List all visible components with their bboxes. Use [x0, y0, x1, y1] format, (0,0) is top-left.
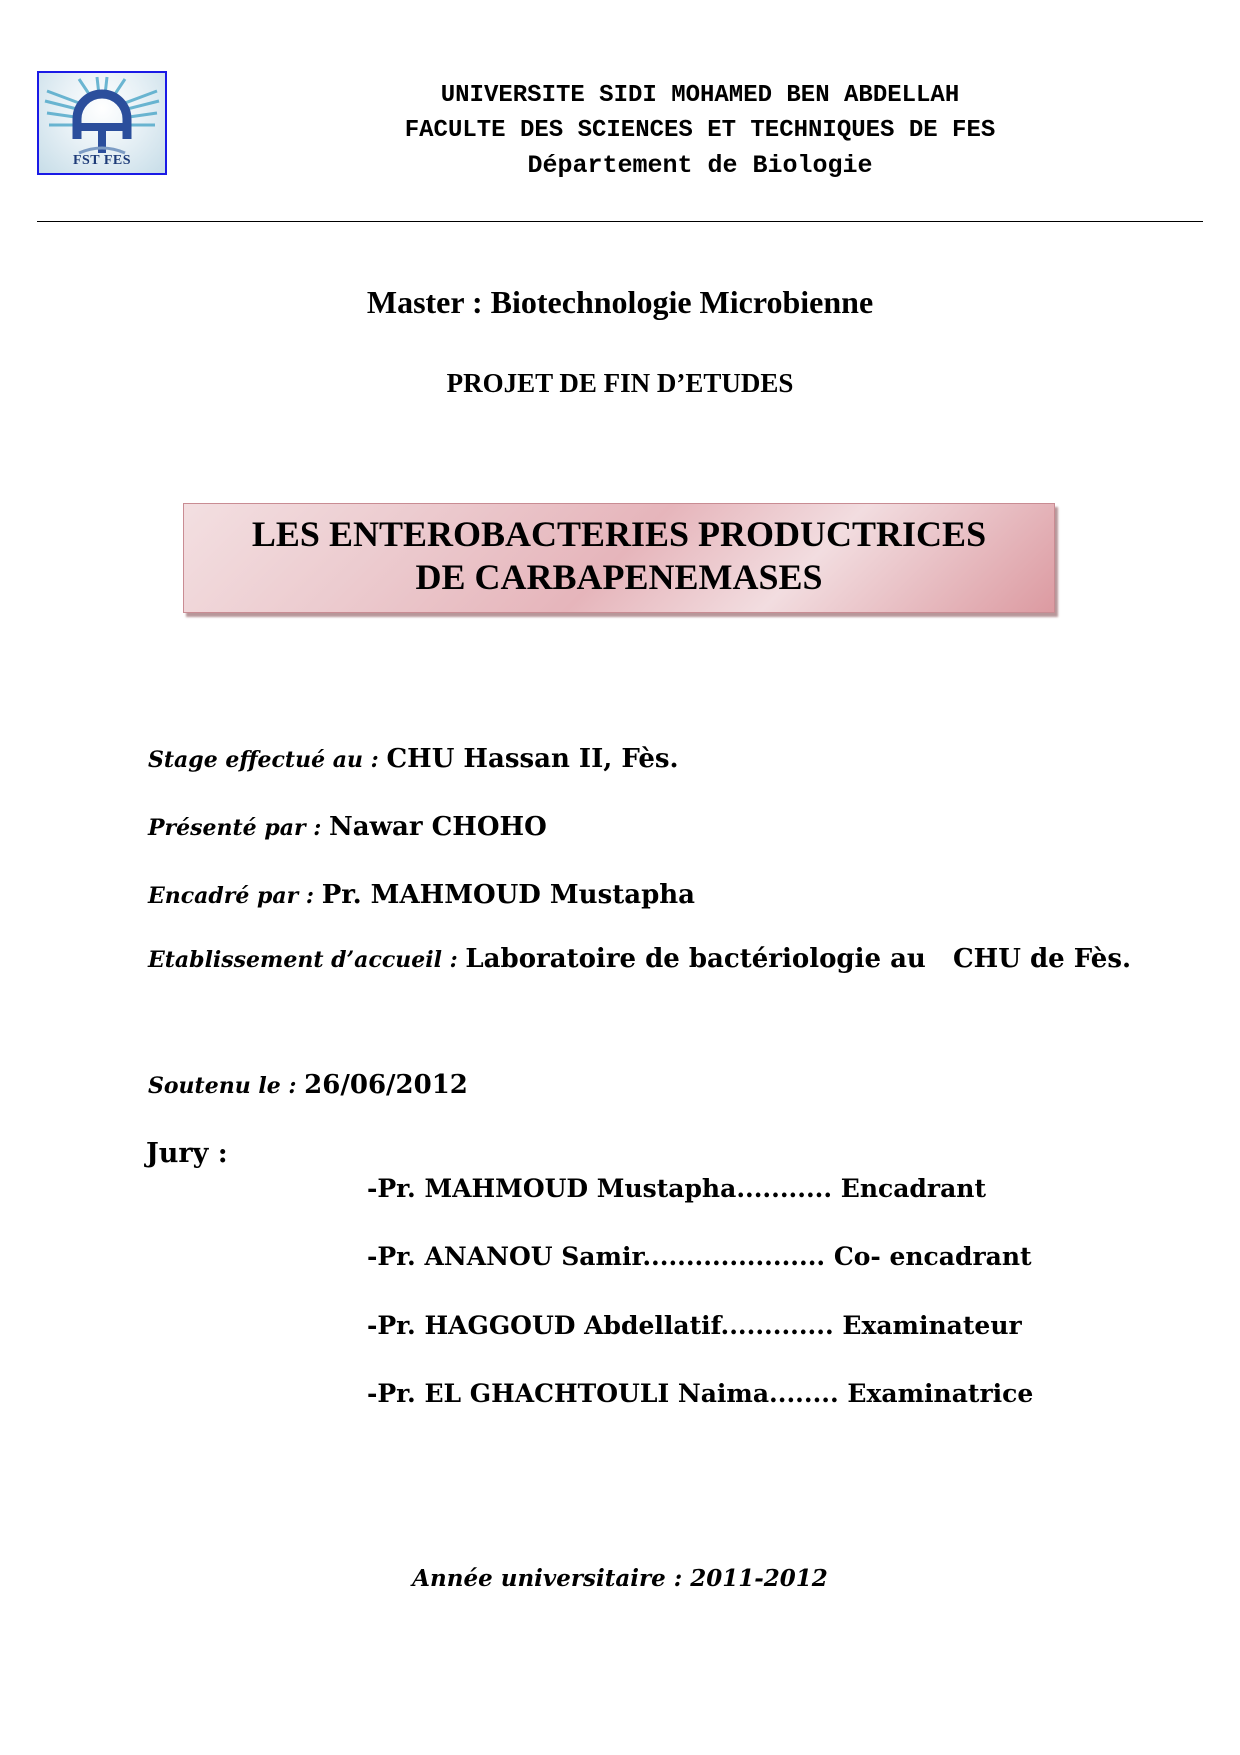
jury-member-dots: ........: [769, 1379, 839, 1408]
presented-by: [148, 812, 547, 842]
jury-label: Jury :: [146, 1138, 228, 1169]
master-program: Master : Biotechnologie Microbienne: [366, 284, 874, 320]
thesis-title-box: [183, 503, 1055, 613]
jury-member-role: Co- encadrant: [833, 1242, 1032, 1271]
institution-header: [200, 78, 1200, 183]
defense-date-value: 26/06/2012: [304, 1070, 468, 1100]
logo-text: FST FES: [72, 153, 132, 168]
jury-member-dots: .....................: [642, 1242, 826, 1271]
jury-member-name: -Pr. MAHMOUD Mustapha: [367, 1174, 737, 1203]
faculty-logo: [37, 71, 167, 175]
jury-member-name: -Pr. ANANOU Samir: [367, 1242, 643, 1271]
department-name: Département de Biologie: [527, 151, 873, 180]
jury-member: [367, 1379, 1033, 1408]
project-type: PROJET DE FIN D’ETUDES: [446, 368, 794, 398]
jury-member-name: -Pr. HAGGOUD Abdellatif: [367, 1311, 721, 1340]
faculty-name: FACULTE DES SCIENCES ET TECHNIQUES DE FES: [404, 117, 996, 144]
supervised-by-label: Encadré par :: [148, 883, 322, 909]
supervised-by: [148, 880, 695, 910]
defense-date: [148, 1070, 468, 1100]
host-value: Laboratoire de bactériologie au CHU de Fès.: [465, 944, 1132, 974]
jury-member-dots: .............: [720, 1311, 834, 1340]
jury-member: [367, 1242, 1032, 1271]
defense-date-label: Soutenu le :: [148, 1073, 305, 1099]
university-name: UNIVERSITE SIDI MOHAMED BEN ABDELLAH: [440, 82, 960, 109]
jury-member: [367, 1174, 986, 1203]
thesis-title-line2: DE CARBAPENEMASES: [415, 557, 823, 597]
supervised-by-value: Pr. MAHMOUD Mustapha: [321, 880, 696, 910]
presented-by-label: Présenté par :: [148, 815, 329, 841]
jury-member-role: Examinateur: [842, 1311, 1022, 1340]
jury-member-role: Encadrant: [840, 1174, 987, 1203]
header-divider: [37, 221, 1203, 222]
academic-year: Année universitaire : 2011-2012: [412, 1565, 828, 1592]
internship-label: Stage effectué au :: [148, 747, 387, 773]
presented-by-value: Nawar CHOHO: [329, 812, 547, 842]
jury-member-role: Examinatrice: [847, 1379, 1034, 1408]
jury-member-dots: ...........: [736, 1174, 833, 1203]
jury-member: [367, 1311, 1022, 1340]
thesis-title-line1: LES ENTEROBACTERIES PRODUCTRICES: [251, 514, 987, 554]
internship-value: CHU Hassan II, Fès.: [386, 744, 679, 774]
jury-member-name: -Pr. EL GHACHTOULI Naima: [367, 1379, 770, 1408]
host-institution: [148, 944, 1131, 974]
host-label: Etablissement d’accueil :: [148, 947, 466, 973]
internship-location: [148, 744, 679, 774]
